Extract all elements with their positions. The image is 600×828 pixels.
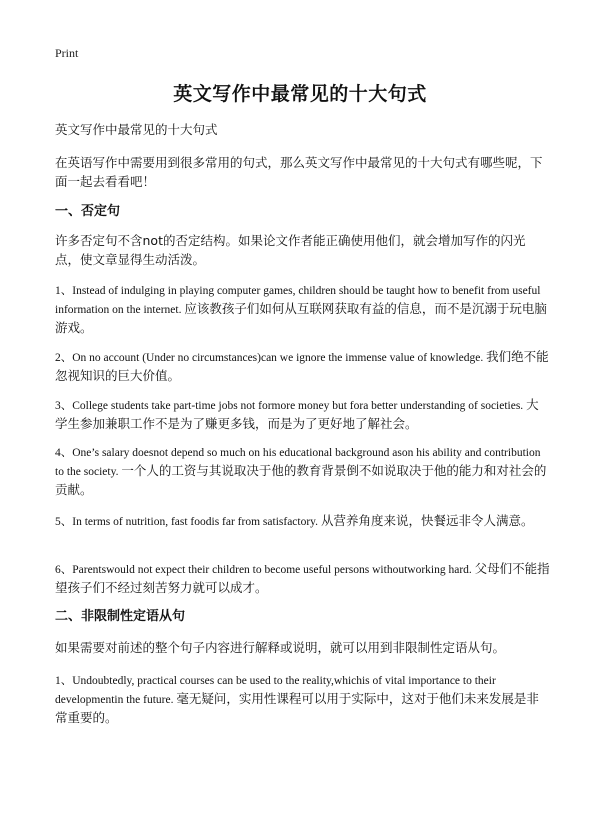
- list-item: [55, 560, 550, 598]
- list-item: [55, 672, 550, 728]
- page-title: 英文写作中最常见的十大句式: [173, 83, 427, 105]
- print-label: Print: [55, 46, 79, 60]
- item-chinese: 父母们不能指望孩子们不经过刻苦努力就可以成才。: [55, 561, 550, 595]
- item-english: 3、College students take part-time jobs not formore money but fora better understanding of societies.: [55, 400, 524, 412]
- list-item: [55, 512, 550, 531]
- section-heading-negation: 一、否定句: [55, 204, 121, 219]
- intro-subtitle: 英文写作中最常见的十大句式: [55, 122, 218, 137]
- intro-paragraph: 在英语写作中需要用到很多常用的句式，那么英文写作中最常见的十大句式有哪些呢，下面一起去看看吧！: [55, 155, 543, 189]
- item-english: 1、Instead of indulging in playing computer games, children should be taught how to benefit from useful information on the internet.: [55, 285, 541, 316]
- item-english: 5、In terms of nutrition, fast foodis far from satisfactory.: [55, 516, 319, 528]
- item-chinese: 我们绝不能忽视知识的巨大价值。: [55, 349, 549, 383]
- item-chinese: 大学生参加兼职工作不是为了赚更多钱，而是为了更好地了解社会。: [55, 397, 539, 431]
- item-chinese: 一个人的工资与其说取决于他的教育背景倒不如说取决于他的能力和对社会的贡献。: [55, 463, 547, 497]
- list-item: [55, 348, 550, 386]
- item-english: 6、Parentswould not expect their children to become useful persons withoutworking hard.: [55, 564, 472, 576]
- item-english: 2、On no account (Under no circumstances)can we ignore the immense value of knowledge.: [55, 352, 484, 364]
- section2-intro: 如果需要对前述的整个句子内容进行解释或说明，就可以用到非限制性定语从句。: [55, 640, 506, 655]
- item-chinese: 从营养角度来说，快餐远非令人满意。: [320, 513, 534, 528]
- item-chinese: 毫无疑问，实用性课程可以用于实际中，这对于他们未来发展是非常重要的。: [55, 691, 539, 725]
- item-chinese: 应该教孩子们如何从互联网获取有益的信息，而不是沉溺于玩电脑游戏。: [55, 301, 547, 335]
- list-item: [55, 444, 550, 500]
- section1-intro: 许多否定句不含not的否定结构。如果论文作者能正确使用他们，就会增加写作的闪光点，使文章显得生动活泼。: [55, 233, 526, 267]
- item-english: 1、Undoubtedly, practical courses can be used to the reality,whichis of vital importance to their developmentin the future.: [55, 675, 496, 706]
- list-item: [55, 282, 550, 338]
- list-item: [55, 396, 550, 434]
- item-english: 4、One’s salary doesnot depend so much on his educational background ason his ability and contribution to the society.: [55, 447, 541, 478]
- section-heading-nonrestrictive: 二、非限制性定语从句: [55, 609, 186, 624]
